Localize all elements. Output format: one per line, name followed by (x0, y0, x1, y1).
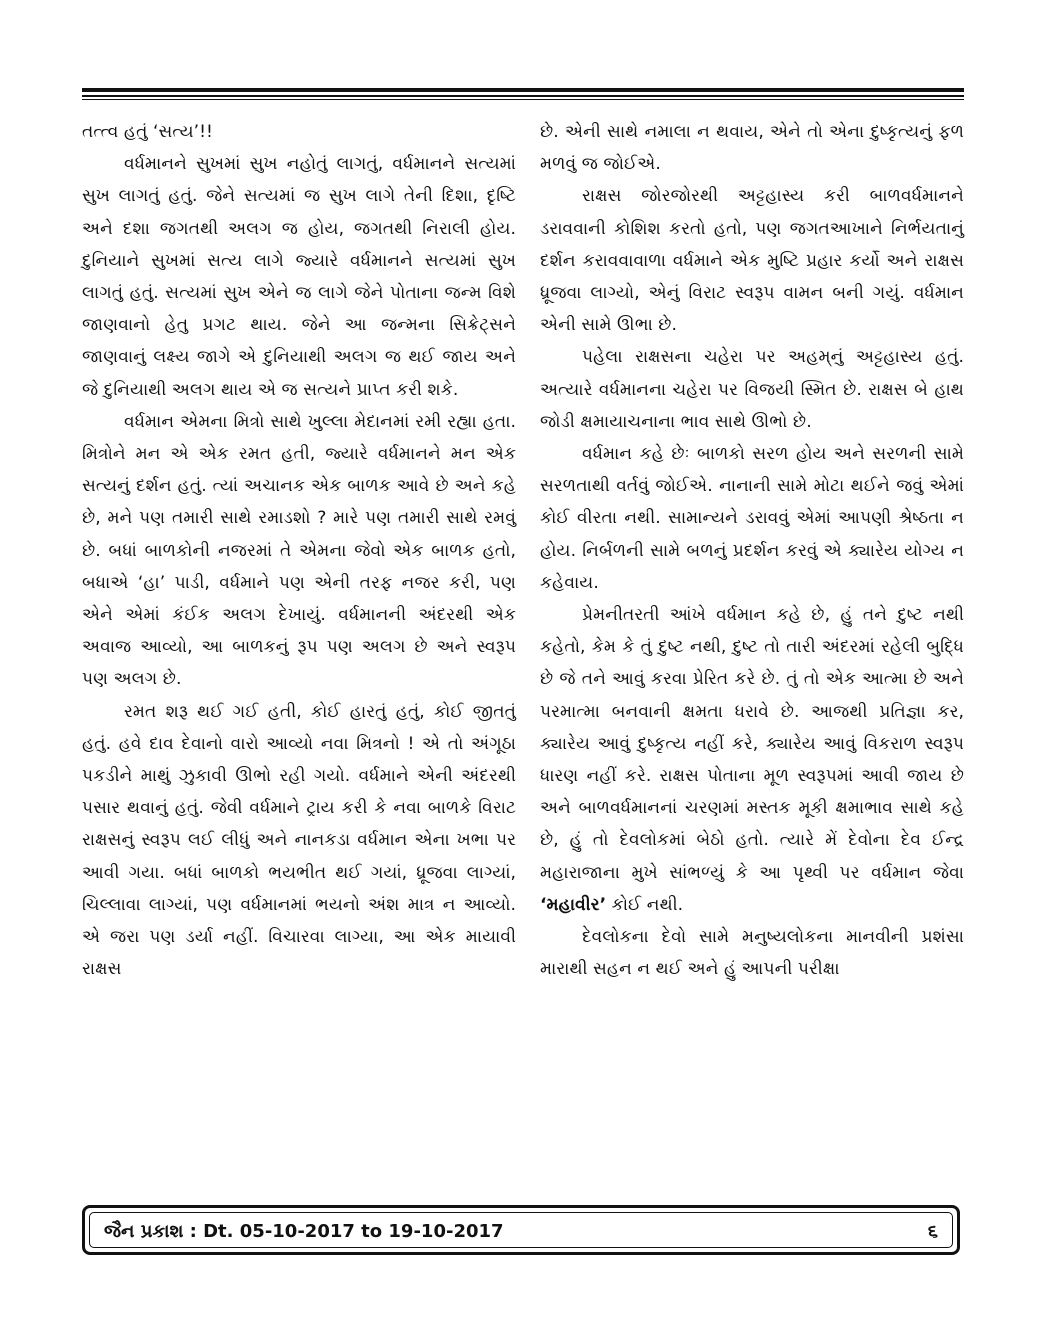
publication-label: જૈન પ્રકાશ : Dt. 05-10-2017 to 19-10-2017 (104, 1221, 504, 1242)
top-rule (82, 95, 964, 97)
bold-term: ‘મહાવીર’ (540, 894, 607, 915)
top-rule (82, 88, 964, 92)
paragraph: પહેલા રાક્ષસના ચહેરા પર અહમ્‌નું અટ્ટહાસ્ય હતું. અત્યારે વર્ધમાનના ચહેરા પર વિજયી સ્મિત છે. રાક્ષસ બે હાથ જોડી ક્ષમાયાચનાના ભાવ સાથે ઊભો છે. (540, 347, 964, 432)
paragraph: તત્ત્વ હતું ‘સત્ય’!! (82, 122, 213, 142)
footer-inner-frame (89, 1212, 953, 1248)
paragraph: વર્ધમાન એમના મિત્રો સાથે ખુલ્લા મેદાનમાં રમી રહ્યા હતા. મિત્રોને મન એ એક રમત હતી, જ્યારે વર્ધમાનને મન એક સત્યનું દર્શન હતું. ત્યાં અચાનક એક બાળક આવે છે અને કહે છે, મને પણ તમારી સાથે રમાડશો ? મારે પણ તમારી સાથે રમવું છે. બધાં બાળકોની નજરમાં તે એમના જેવો એક બાળક હતો, બધાએ ‘હા’ પાડી, વર્ધમાને પણ એની તરફ નજર કરી, પણ એને એમાં કંઈક અલગ દેખાયું. વર્ધમાનની અંદરથી એક અવાજ આવ્યો, આ બાળકનું રૂપ પણ અલગ છે અને સ્વરૂપ પણ અલગ છે. (82, 411, 516, 690)
left-column (82, 116, 516, 985)
paragraph-text: કોઈ નથી. (606, 894, 684, 915)
paragraph: છે. એની સાથે નમાલા ન થવાય, એને તો એના દુષ્કૃત્યનું ફળ મળવું જ જોઈએ. (540, 122, 964, 175)
top-rule (82, 99, 964, 100)
right-column (540, 116, 964, 985)
page-number: ૬ (927, 1221, 938, 1242)
paragraph: દેવલોકના દેવો સામે મનુષ્યલોકના માનવીની પ્રશંસા મારાથી સહન ન થઈ અને હું આપની પરીક્ષા (540, 927, 964, 980)
paragraph: વર્ધમાન કહે છેઃ બાળકો સરળ હોય અને સરળની સામે સરળતાથી વર્તવું જોઈએ. નાનાની સામે મોટા થઈને જવું એમાં કોઈ વીરતા નથી. સામાન્યને ડરાવવું એમાં આપણી શ્રેષ્ઠતા ન હોય. નિર્બળની સામે બળનું પ્રદર્શન કરવું એ ક્યારેય યોગ્ય ન કહેવાય. (540, 444, 964, 593)
footer (82, 1205, 960, 1255)
paragraph: વર્ધમાનને સુખમાં સુખ નહોતું લાગતું, વર્ધમાનને સત્યમાં સુખ લાગતું હતું. જેને સત્યમાં જ સુખ લાગે તેની દિશા, દૃષ્ટિ અને દશા જગતથી અલગ જ હોય, જગતથી નિરાલી હોય. દુનિયાને સુખમાં સત્ય લાગે જ્યારે વર્ધમાનને સત્યમાં સુખ લાગતું હતું. સત્યમાં સુખ એને જ લાગે જેને પોતાના જન્મ વિશે જાણવાનો હેતુ પ્રગટ થાય. જેને આ જન્મના સિક્રેટ્સને જાણવાનું લક્ષ્ય જાગે એ દુનિયાથી અલગ જ થઈ જાય અને જે દુનિયાથી અલગ થાય એ જ સત્યને પ્રાપ્ત કરી શકે. (82, 154, 516, 400)
paragraph: રાક્ષસ જોરજોરથી અટ્ટહાસ્ય કરી બાળવર્ધમાનને ડરાવવાની કોશિશ કરતો હતો, પણ જગતઆખાને નિર્ભયતાનું દર્શન કરાવવાવાળા વર્ધમાને એક મુષ્ટિ પ્રહાર કર્યો અને રાક્ષસ ધ્રૂજવા લાગ્યો, એનું વિરાટ સ્વરૂપ વામન બની ગયું. વર્ધમાન એની સામે ઊભા છે. (540, 186, 964, 336)
paragraph: રમત શરૂ થઈ ગઈ હતી, કોઈ હારતું હતું, કોઈ જીતતું હતું. હવે દાવ દેવાનો વારો આવ્યો નવા મિત્રનો ! એ તો અંગૂઠા પકડીને માથું ઝુકાવી ઊભો રહી ગયો. વર્ધમાને એની અંદરથી પસાર થવાનું હતું. જેવી વર્ધમાને ટ્રાય કરી કે નવા બાળકે વિરાટ રાક્ષસનું સ્વરૂપ લઈ લીધું અને નાનકડા વર્ધમાન એના ખભા પર આવી ગયા. બધાં બાળકો ભયભીત થઈ ગયાં, ધ્રૂજવા લાગ્યાં, ચિલ્લાવા લાગ્યાં, પણ વર્ધમાનમાં ભયનો અંશ માત્ર ન આવ્યો. એ જરા પણ ડર્યા નહીં. વિચારવા લાગ્યા, આ એક માયાવી રાક્ષસ (82, 701, 516, 980)
paragraph-text: પ્રેમનીતરતી આંખે વર્ધમાન કહે છે, હું તને દુષ્ટ નથી કહેતો, કેમ કે તું દુષ્ટ નથી, દુષ્ટ તો તારી અંદરમાં રહેલી બુદ્ધિ છે જે તને આવું કરવા પ્રેરિત કરે છે. તું તો એક આત્મા છે અને પરમાત્મા બનવાની ક્ષમતા ધરાવે છે. આજથી પ્રતિજ્ઞા કર, ક્યારેય આવું દુષ્કૃત્ય નહીં કરે, ક્યારેય આવું વિકરાળ સ્વરૂપ ધારણ નહીં કરે. રાક્ષસ પોતાના મૂળ સ્વરૂપમાં આવી જાય છે અને બાળવર્ધમાનનાં ચરણમાં મસ્તક મૂકી ક્ષમાભાવ સાથે કહે છે, હું તો દેવલોકમાં બેઠો હતો. ત્યારે મેં દેવોના દેવ ઈન્દ્ર મહારાજાના મુખે સાંભળ્યું કે આ પૃથ્વી પર વર્ધમાન જેવા (540, 605, 964, 883)
paragraph (540, 599, 964, 921)
